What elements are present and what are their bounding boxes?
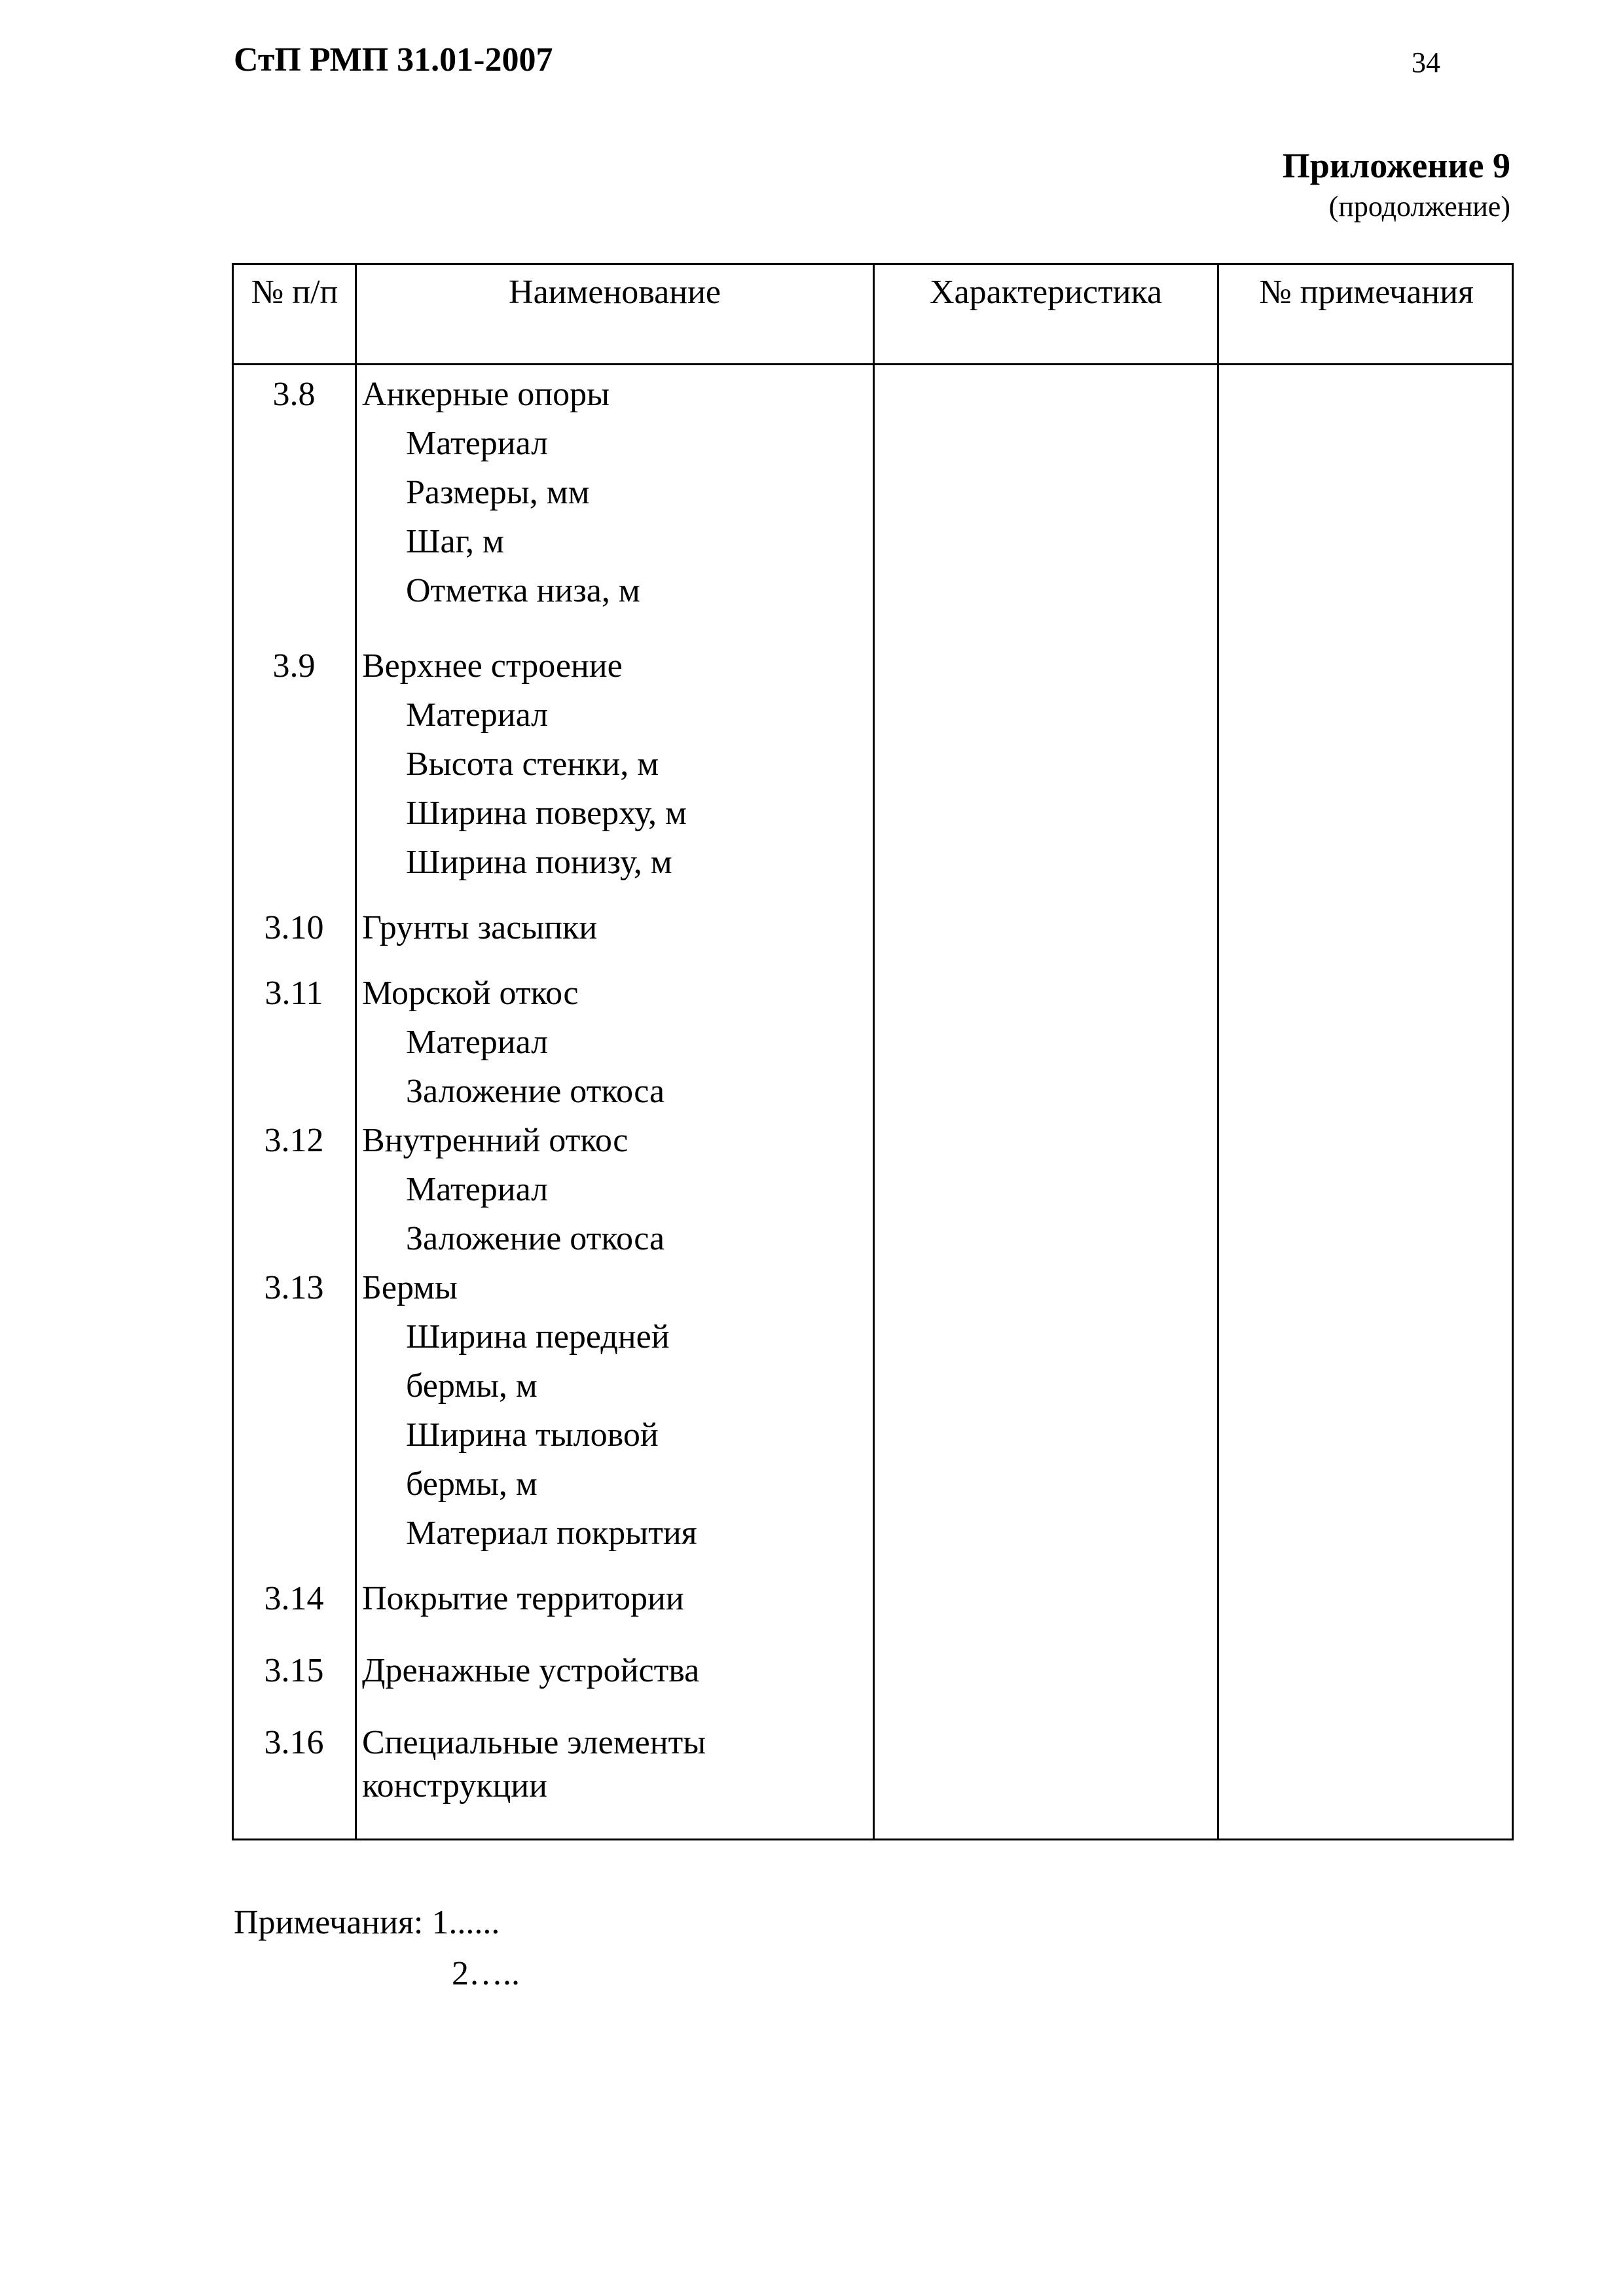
row-subitem: Ширина поверху, м bbox=[406, 795, 687, 832]
column-divider bbox=[1217, 265, 1219, 1839]
row-subitem: Заложение откоса bbox=[406, 1220, 665, 1257]
row-name: Анкерные опоры bbox=[362, 376, 610, 413]
row-subitem: Высота стенки, м bbox=[406, 745, 659, 783]
row-number: 3.8 bbox=[272, 376, 316, 413]
row-number: 3.12 bbox=[264, 1122, 324, 1159]
column-header-characteristic: Характеристика bbox=[929, 274, 1163, 311]
row-name-continuation: конструкции bbox=[362, 1767, 547, 1804]
appendix-title: Приложение 9 bbox=[1282, 146, 1510, 185]
row-subitem: Ширина передней bbox=[406, 1318, 670, 1355]
row-subitem: Ширина тыловой bbox=[406, 1416, 659, 1454]
column-header-note-number: № примечания bbox=[1259, 274, 1474, 311]
column-header-number: № п/п bbox=[251, 274, 338, 311]
row-subitem: Материал bbox=[406, 1171, 549, 1208]
column-header-name: Наименование bbox=[509, 274, 721, 311]
row-subitem: Материал bbox=[406, 425, 549, 462]
row-subitem: Шаг, м bbox=[406, 523, 504, 560]
page-number: 34 bbox=[1412, 46, 1440, 79]
header-divider bbox=[234, 363, 1512, 365]
document-code: СтП РМП 31.01-2007 bbox=[234, 41, 553, 79]
column-divider bbox=[873, 265, 875, 1839]
row-number: 3.15 bbox=[264, 1652, 324, 1689]
row-subitem: Материал bbox=[406, 1024, 549, 1061]
row-name: Грунты засыпки bbox=[362, 909, 598, 946]
row-name: Морской откос bbox=[362, 975, 579, 1012]
row-name: Внутренний откос bbox=[362, 1122, 629, 1159]
row-number: 3.16 bbox=[264, 1724, 324, 1761]
row-subitem: Размеры, мм bbox=[406, 474, 590, 511]
row-name: Специальные элементы bbox=[362, 1724, 706, 1761]
row-subitem: бермы, м bbox=[406, 1367, 538, 1405]
row-name: Дренажные устройства bbox=[362, 1652, 700, 1689]
row-number: 3.9 bbox=[272, 647, 316, 685]
row-name: Бермы bbox=[362, 1269, 458, 1306]
row-subitem: Отметка низа, м bbox=[406, 572, 640, 609]
appendix-subtitle: (продолжение) bbox=[1328, 190, 1510, 223]
notes-item-2: 2….. bbox=[452, 1955, 520, 1992]
row-number: 3.14 bbox=[264, 1580, 324, 1617]
row-subitem: Материал bbox=[406, 696, 549, 734]
row-subitem: Ширина понизу, м bbox=[406, 844, 672, 881]
row-name: Верхнее строение bbox=[362, 647, 623, 685]
notes-label: Примечания: 1...... bbox=[234, 1904, 500, 1941]
row-subitem: бермы, м bbox=[406, 1465, 538, 1503]
row-subitem: Заложение откоса bbox=[406, 1073, 665, 1110]
row-number: 3.11 bbox=[264, 975, 323, 1012]
row-name: Покрытие территории bbox=[362, 1580, 684, 1617]
row-number: 3.13 bbox=[264, 1269, 324, 1306]
row-subitem: Материал покрытия bbox=[406, 1515, 697, 1552]
row-number: 3.10 bbox=[264, 909, 324, 946]
